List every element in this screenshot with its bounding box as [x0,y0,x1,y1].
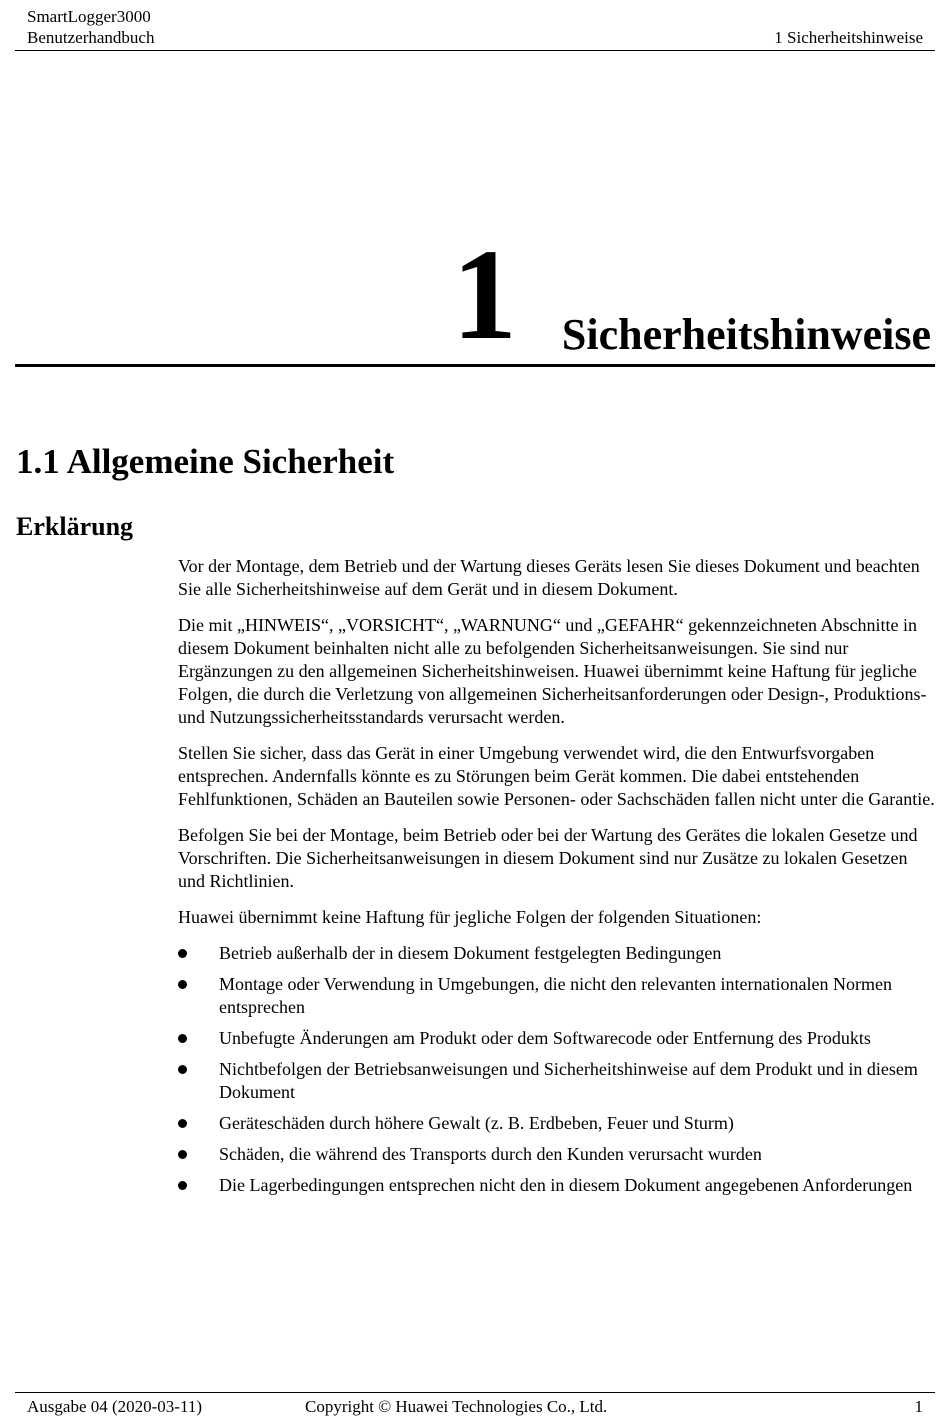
list-item-text: Nichtbefolgen der Betriebsanweisungen und Sicherheitshinweise auf dem Produkt und in diesem Dokument [219,1059,918,1102]
bullet-icon [178,1065,187,1074]
list-item-text: Geräteschäden durch höhere Gewalt (z. B. Erdbeben, Feuer und Sturm) [219,1113,734,1133]
bullet-icon [178,1150,187,1159]
footer-copyright: Copyright © Huawei Technologies Co., Ltd. [305,1397,608,1416]
list-item [178,1058,936,1104]
bullet-icon [178,1034,187,1043]
header-chapter-ref: 1 Sicherheitshinweise [774,28,923,47]
list-item [178,973,936,1019]
bullet-icon [178,1181,187,1190]
chapter-number: 1 [452,223,517,367]
paragraph: Vor der Montage, dem Betrieb und der Wartung dieses Geräts lesen Sie dieses Dokument und beachten Sie alle Sicherheitshinweise auf dem Gerät und in diesem Dokument. [178,556,920,599]
list-item-text: Die Lagerbedingungen entsprechen nicht den in diesem Dokument angegebenen Anforderungen [219,1175,913,1195]
list-item [178,1143,936,1166]
paragraph: Huawei übernimmt keine Haftung für jegliche Folgen der folgenden Situationen: [178,907,762,927]
subsection-title: Erklärung [16,512,134,541]
list-item [178,1027,936,1050]
paragraph: Die mit „HINWEIS“, „VORSICHT“, „WARNUNG“ und „GEFAHR“ gekennzeichneten Abschnitte in diesem Dokument beinhalten nicht alle zu befolgenden Sicherheitsanweisungen. Sie sind nur Ergänzungen zu den allgemeinen Sicherheitshinweisen. Huawei übernimmt keine Haftung für jegliche Folgen, die durch die Verletzung von allgemeinen Sicherheitsanforderungen oder Design-, Produktions- und Nutzungssicherheitsstandards verursacht werden. [178,615,927,727]
list-item-text: Montage oder Verwendung in Umgebungen, die nicht den relevanten internationalen Normen entsprechen [219,974,892,1017]
list-item-text: Unbefugte Änderungen am Produkt oder dem Softwarecode oder Entfernung des Produkts [219,1028,871,1048]
header-product-name: SmartLogger3000 [27,7,151,26]
footer-issue: Ausgabe 04 (2020-03-11) [27,1397,202,1416]
body-content [178,555,936,1205]
bullet-icon [178,1119,187,1128]
footer-page-number: 1 [914,1397,923,1416]
page-footer [15,1392,935,1421]
header-left [27,6,154,48]
list-item-text: Schäden, die während des Transports durch den Kunden verursacht wurden [219,1144,762,1164]
bullet-icon [178,949,187,958]
paragraph: Stellen Sie sicher, dass das Gerät in einer Umgebung verwendet wird, die den Entwurfsvorgaben entsprechen. Andernfalls könnte es zu Störungen beim Gerät kommen. Die dabei entstehenden Fehlfunktionen, Schäden an Bauteilen sowie Personen- oder Sachschäden fallen nicht unter die Garantie. [178,743,935,809]
situations-list [178,942,936,1197]
chapter-heading [15,223,935,367]
chapter-title: Sicherheitshinweise [561,310,931,359]
header-doc-type: Benutzerhandbuch [27,28,155,47]
paragraph: Befolgen Sie bei der Montage, beim Betrieb oder bei der Wartung des Gerätes die lokalen Gesetze und Vorschriften. Die Sicherheitsanweisungen in diesem Dokument sind nur Zusätze zu lokalen Gesetzen und Richtlinien. [178,825,918,891]
section-title: 1.1 Allgemeine Sicherheit [16,442,395,481]
list-item [178,942,936,965]
page-header [15,6,935,51]
list-item [178,1174,936,1197]
list-item [178,1112,936,1135]
bullet-icon [178,980,187,989]
list-item-text: Betrieb außerhalb der in diesem Dokument festgelegten Bedingungen [219,943,722,963]
